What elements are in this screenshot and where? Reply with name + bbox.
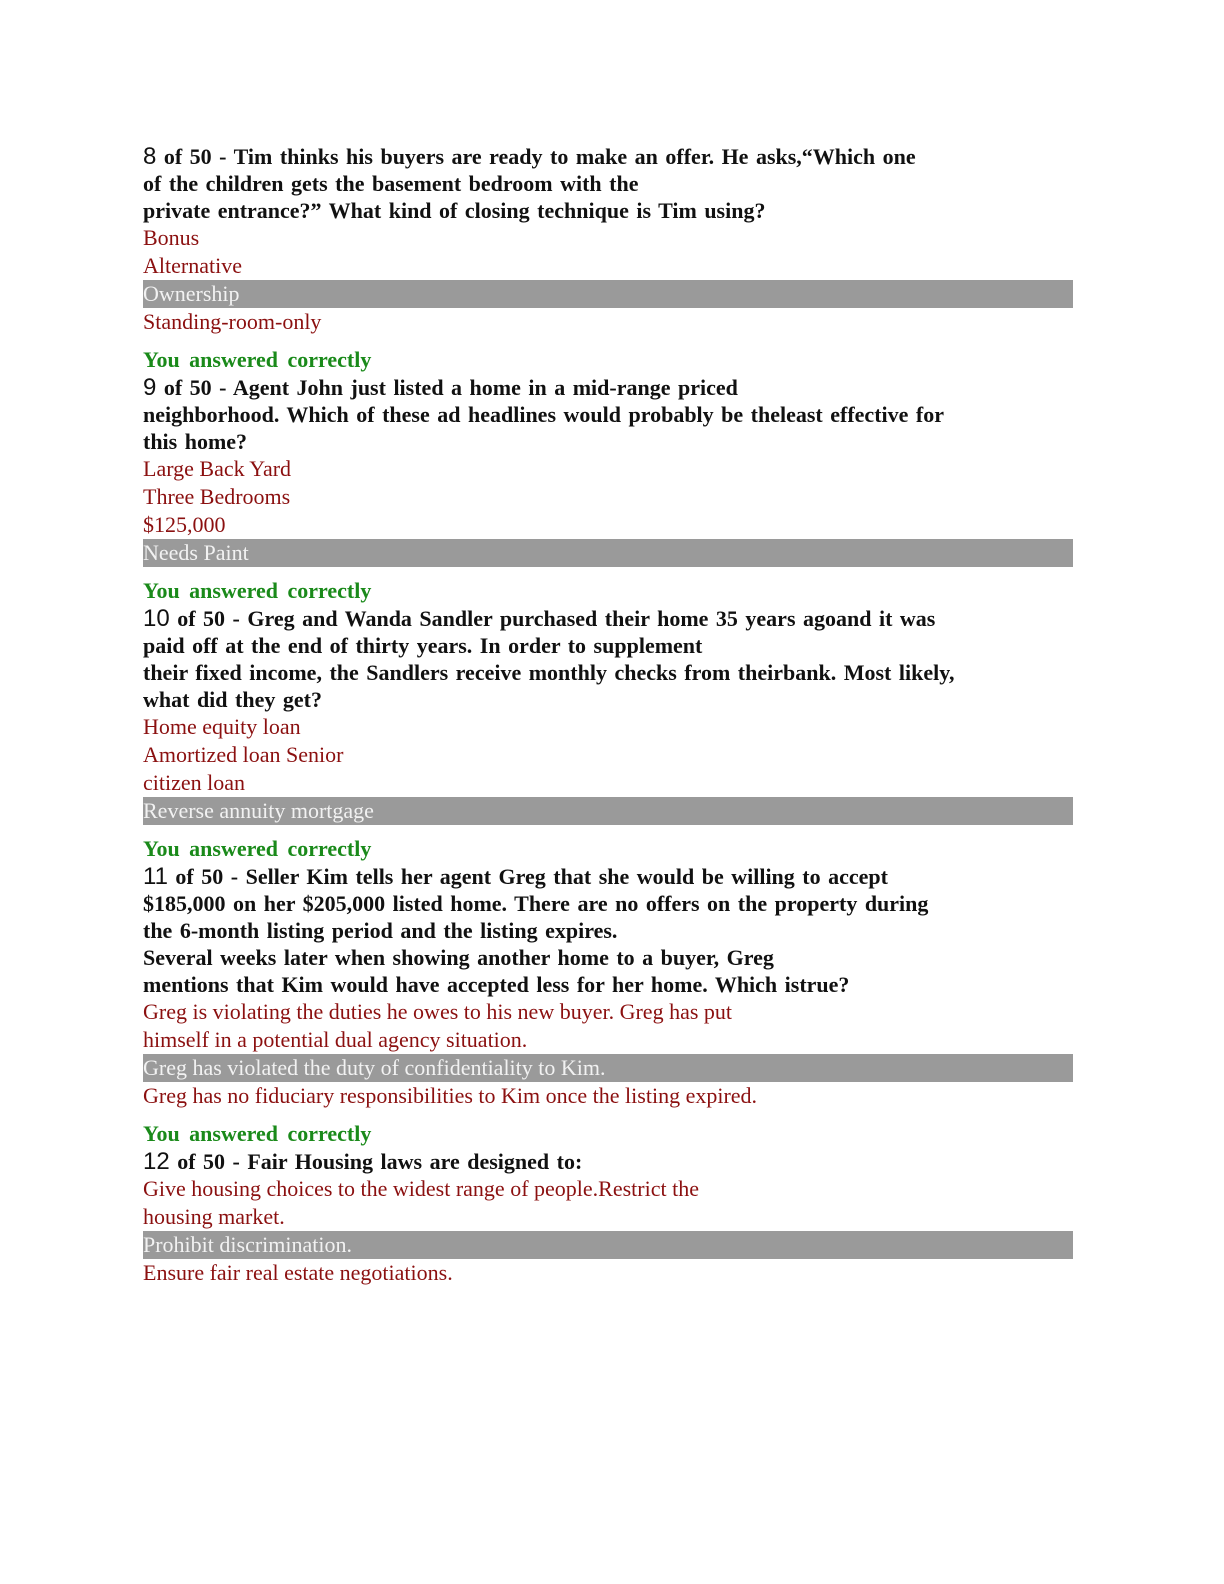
question-text: neighborhood. Which of these ad headlines would probably be theleast effective for [143, 402, 944, 427]
question-number: 11 [143, 863, 168, 890]
answer-option[interactable]: himself in a potential dual agency situation. [143, 1027, 528, 1052]
answer-option-selected[interactable]: Prohibit discrimination. [143, 1231, 1073, 1259]
answer-option[interactable]: Ensure fair real estate negotiations. [143, 1260, 453, 1285]
feedback-correct: You answered correctly [143, 1121, 372, 1146]
question-block [143, 1148, 1073, 1287]
question-text-line [143, 863, 1073, 890]
answer-option[interactable]: Greg is violating the duties he owes to his new buyer. Greg has put [143, 999, 733, 1024]
answer-option[interactable]: Alternative [143, 253, 242, 278]
question-text: $185,000 on her $205,000 listed home. There are no offers on the property during [143, 891, 929, 916]
question-text-line [143, 401, 1073, 428]
question-text: Fair Housing laws are designed to: [247, 1149, 583, 1174]
answer-option[interactable]: housing market. [143, 1204, 285, 1229]
question-text: Several weeks later when showing another home to a buyer, Greg [143, 945, 774, 970]
answer-option[interactable]: Standing-room-only [143, 309, 322, 334]
answer-option[interactable]: $125,000 [143, 512, 226, 537]
answer-option[interactable]: citizen loan [143, 770, 246, 795]
question-text-line [143, 659, 1073, 686]
question-text: paid off at the end of thirty years. In order to supplement [143, 633, 703, 658]
question-text-line [143, 374, 1073, 401]
question-count: of 50 - [169, 606, 248, 631]
answer-option-selected[interactable]: Reverse annuity mortgage [143, 797, 1073, 825]
answer-option[interactable]: Give housing choices to the widest range of people.Restrict the [143, 1176, 699, 1201]
question-text-line [143, 170, 1073, 197]
question-text: this home? [143, 429, 248, 454]
question-text-line [143, 944, 1073, 971]
question-text: mentions that Kim would have accepted less for her home. Which istrue? [143, 972, 850, 997]
answer-option-selected[interactable]: Needs Paint [143, 539, 1073, 567]
question-count: of 50 - [156, 144, 234, 169]
answer-option[interactable]: Large Back Yard [143, 456, 292, 481]
question-text: of the children gets the basement bedroom with the [143, 171, 639, 196]
feedback-correct: You answered correctly [143, 347, 372, 372]
question-number: 10 [143, 605, 170, 632]
question-block [143, 605, 1073, 863]
question-text-line [143, 917, 1073, 944]
question-count: of 50 - [167, 864, 246, 889]
question-block [143, 374, 1073, 605]
question-number: 9 [143, 374, 157, 401]
question-text: their fixed income, the Sandlers receive monthly checks from theirbank. Most likely, [143, 660, 955, 685]
question-text-line [143, 890, 1073, 917]
feedback-correct: You answered correctly [143, 578, 372, 603]
answer-option[interactable]: Amortized loan Senior [143, 742, 344, 767]
question-text: what did they get? [143, 687, 322, 712]
answer-option[interactable]: Greg has no fiduciary responsibilities to Kim once the listing expired. [143, 1083, 758, 1108]
question-text: the 6-month listing period and the listing expires. [143, 918, 618, 943]
answer-option-selected[interactable]: Greg has violated the duty of confidentiality to Kim. [143, 1054, 1073, 1082]
question-text-line [143, 605, 1073, 632]
question-text-line [143, 1148, 1073, 1175]
question-block [143, 863, 1073, 1148]
question-text-line [143, 632, 1073, 659]
quiz-document [143, 143, 1073, 1287]
question-count: of 50 - [156, 375, 233, 400]
answer-option[interactable]: Three Bedrooms [143, 484, 291, 509]
question-number: 12 [143, 1148, 170, 1175]
question-text-line [143, 143, 1073, 170]
question-text: Seller Kim tells her agent Greg that she would be willing to accept [245, 864, 888, 889]
question-block [143, 143, 1073, 374]
question-text: Agent John just listed a home in a mid-range priced [232, 375, 738, 400]
question-text: Tim thinks his buyers are ready to make an offer. He asks,“Which one [233, 144, 916, 169]
question-text: private entrance?” What kind of closing technique is Tim using? [143, 198, 766, 223]
question-text-line [143, 971, 1073, 998]
question-count: of 50 - [169, 1149, 248, 1174]
question-text-line [143, 197, 1073, 224]
answer-option[interactable]: Home equity loan [143, 714, 301, 739]
answer-option-selected[interactable]: Ownership [143, 280, 1073, 308]
answer-option[interactable]: Bonus [143, 225, 200, 250]
question-text: Greg and Wanda Sandler purchased their home 35 years agoand it was [247, 606, 936, 631]
feedback-correct: You answered correctly [143, 836, 372, 861]
question-text-line [143, 686, 1073, 713]
question-number: 8 [143, 143, 157, 170]
question-text-line [143, 428, 1073, 455]
